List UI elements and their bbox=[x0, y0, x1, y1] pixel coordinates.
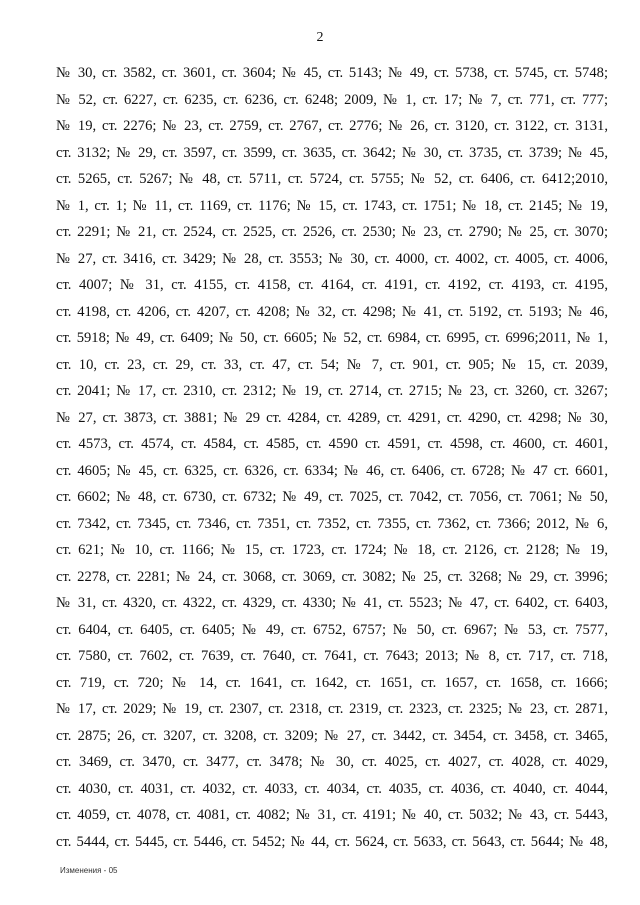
text-line: ст. 2875; 26, ст. 3207, ст. 3208, ст. 3209; № 27, ст. 3442, ст. 3454, ст. 3458, ст. 3465, bbox=[56, 727, 608, 744]
text-line: № 30, ст. 3582, ст. 3601, ст. 3604; № 45, ст. 5143; № 49, ст. 5738, ст. 5745, ст. 5748; bbox=[56, 65, 608, 81]
text-line: ст. 4198, ст. 4206, ст. 4207, ст. 4208; № 32, ст. 4298; № 41, ст. 5192, ст. 5193; № 46, bbox=[56, 303, 608, 320]
footer-note: Изменения - 05 bbox=[60, 866, 118, 875]
text-line: ст. 3469, ст. 3470, ст. 3477, ст. 3478; № 30, ст. 4025, ст. 4027, ст. 4028, ст. 4029, bbox=[56, 754, 608, 770]
text-line: ст. 2278, ст. 2281; № 24, ст. 3068, ст. 3069, ст. 3082; № 25, ст. 3268; № 29, ст. 3996; bbox=[56, 568, 608, 585]
text-line: ст. 4605; № 45, ст. 6325, ст. 6326, ст. 6334; № 46, ст. 6406, ст. 6728; № 47 ст. 6601, bbox=[56, 462, 608, 479]
text-line: ст. 7580, ст. 7602, ст. 7639, ст. 7640, ст. 7641, ст. 7643; 2013; № 8, ст. 717, ст. 718, bbox=[56, 648, 608, 664]
text-line: ст. 4059, ст. 4078, ст. 4081, ст. 4082; № 31, ст. 4191; № 40, ст. 5032; № 43, ст. 5443, bbox=[56, 807, 608, 823]
document-body bbox=[56, 60, 608, 855]
text-line: ст. 7342, ст. 7345, ст. 7346, ст. 7351, ст. 7352, ст. 7355, ст. 7362, ст. 7366; 2012, № 6, bbox=[56, 515, 608, 532]
text-line: ст. 10, ст. 23, ст. 29, ст. 33, ст. 47, ст. 54; № 7, ст. 901, ст. 905; № 15, ст. 2039, bbox=[56, 356, 608, 373]
text-line: ст. 2291; № 21, ст. 2524, ст. 2525, ст. 2526, ст. 2530; № 23, ст. 2790; № 25, ст. 3070; bbox=[56, 224, 608, 240]
text-line: № 17, ст. 2029; № 19, ст. 2307, ст. 2318, ст. 2319, ст. 2323, ст. 2325; № 23, ст. 2871, bbox=[56, 701, 608, 717]
text-line: № 27, ст. 3873, ст. 3881; № 29 ст. 4284, ст. 4289, ст. 4291, ст. 4290, ст. 4298; № 30, bbox=[56, 409, 608, 426]
text-line: ст. 5444, ст. 5445, ст. 5446, ст. 5452; № 44, ст. 5624, ст. 5633, ст. 5643, ст. 5644; № 48, bbox=[56, 833, 608, 850]
text-line: ст. 4007; № 31, ст. 4155, ст. 4158, ст. 4164, ст. 4191, ст. 4192, ст. 4193, ст. 4195, bbox=[56, 277, 608, 293]
text-line: № 1, ст. 1; № 11, ст. 1169, ст. 1176; № 15, ст. 1743, ст. 1751; № 18, ст. 2145; № 19, bbox=[56, 197, 608, 214]
text-line: ст. 3132; № 29, ст. 3597, ст. 3599, ст. 3635, ст. 3642; № 30, ст. 3735, ст. 3739; № 45, bbox=[56, 144, 608, 161]
text-line: № 19, ст. 2276; № 23, ст. 2759, ст. 2767, ст. 2776; № 26, ст. 3120, ст. 3122, ст. 3131, bbox=[56, 118, 608, 134]
text-line: ст. 621; № 10, ст. 1166; № 15, ст. 1723, ст. 1724; № 18, ст. 2126, ст. 2128; № 19, bbox=[56, 542, 608, 558]
text-line: ст. 4030, ст. 4031, ст. 4032, ст. 4033, ст. 4034, ст. 4035, ст. 4036, ст. 4040, ст. 4044, bbox=[56, 780, 608, 797]
text-line: ст. 6602; № 48, ст. 6730, ст. 6732; № 49, ст. 7025, ст. 7042, ст. 7056, ст. 7061; № 50, bbox=[56, 489, 608, 505]
text-line: ст. 719, ст. 720; № 14, ст. 1641, ст. 1642, ст. 1651, ст. 1657, ст. 1658, ст. 1666; bbox=[56, 674, 608, 691]
text-line: ст. 5918; № 49, ст. 6409; № 50, ст. 6605; № 52, ст. 6984, ст. 6995, ст. 6996;2011, № 1, bbox=[56, 330, 608, 346]
page-number: 2 bbox=[316, 30, 324, 45]
text-line: ст. 5265, ст. 5267; № 48, ст. 5711, ст. 5724, ст. 5755; № 52, ст. 6406, ст. 6412;2010, bbox=[56, 171, 608, 187]
text-line: ст. 2041; № 17, ст. 2310, ст. 2312; № 19, ст. 2714, ст. 2715; № 23, ст. 3260, ст. 3267; bbox=[56, 383, 608, 399]
text-line: ст. 6404, ст. 6405, ст. 6405; № 49, ст. 6752, 6757; № 50, ст. 6967; № 53, ст. 7577, bbox=[56, 621, 608, 638]
text-line: № 52, ст. 6227, ст. 6235, ст. 6236, ст. 6248; 2009, № 1, ст. 17; № 7, ст. 771, ст. 777; bbox=[56, 91, 608, 108]
text-line: № 31, ст. 4320, ст. 4322, ст. 4329, ст. 4330; № 41, ст. 5523; № 47, ст. 6402, ст. 6403, bbox=[56, 595, 608, 611]
text-line: ст. 4573, ст. 4574, ст. 4584, ст. 4585, ст. 4590 ст. 4591, ст. 4598, ст. 4600, ст. 4601, bbox=[56, 436, 608, 452]
text-line: № 27, ст. 3416, ст. 3429; № 28, ст. 3553; № 30, ст. 4000, ст. 4002, ст. 4005, ст. 4006, bbox=[56, 250, 608, 267]
